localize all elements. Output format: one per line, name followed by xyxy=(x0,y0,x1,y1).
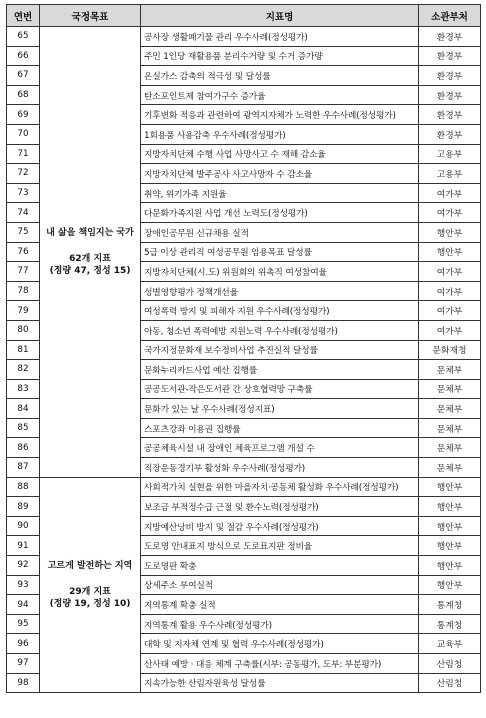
row-number: 92 xyxy=(7,556,40,576)
indicator-name: 기후변화 적응과 관련하여 광역지자체가 노력한 우수사례(정성평가) xyxy=(141,105,419,125)
indicator-name: 여성폭력 방지 및 피해자 지원 우수사례(정성평가) xyxy=(141,301,419,321)
goal-count: 62개 지표 xyxy=(69,253,111,264)
ministry-name: 고용부 xyxy=(419,164,481,184)
ministry-name: 문체부 xyxy=(419,418,481,438)
row-number: 76 xyxy=(7,242,40,262)
row-number: 94 xyxy=(7,595,40,615)
ministry-name: 행안부 xyxy=(419,575,481,595)
ministry-name: 환경부 xyxy=(419,27,481,47)
indicator-name: 문화가 있는 날 우수사례(정성지표) xyxy=(141,399,419,419)
ministry-name: 행안부 xyxy=(419,556,481,576)
indicator-name: 5급 이상 관리직 여성공무원 임용목표 달성률 xyxy=(141,242,419,262)
row-number: 93 xyxy=(7,575,40,595)
row-number: 88 xyxy=(7,477,40,497)
ministry-name: 행안부 xyxy=(419,222,481,242)
row-number: 87 xyxy=(7,458,40,478)
ministry-name: 여가부 xyxy=(419,203,481,223)
header-goal: 국정목표 xyxy=(40,5,141,27)
row-number: 75 xyxy=(7,222,40,242)
row-number: 81 xyxy=(7,340,40,360)
indicator-name: 지방자치단체 수행 사업 사망사고 수 재해 감소율 xyxy=(141,144,419,164)
indicator-name: 보조금 부적정수급 근절 및 환수노력(정성평가) xyxy=(141,497,419,517)
indicator-name: 온실가스 감축의 적극성 및 달성률 xyxy=(141,66,419,86)
row-number: 73 xyxy=(7,183,40,203)
row-number: 79 xyxy=(7,301,40,321)
row-number: 97 xyxy=(7,654,40,674)
row-number: 74 xyxy=(7,203,40,223)
ministry-name: 여가부 xyxy=(419,281,481,301)
ministry-name: 통계청 xyxy=(419,614,481,634)
row-number: 90 xyxy=(7,516,40,536)
indicator-name: 다문화가족지원 사업 개선 노력도(정성평가) xyxy=(141,203,419,223)
ministry-name: 환경부 xyxy=(419,105,481,125)
ministry-name: 문체부 xyxy=(419,399,481,419)
ministry-name: 행안부 xyxy=(419,536,481,556)
indicator-name: 지방예산낭비 방지 및 절감 우수사례(정성평가) xyxy=(141,516,419,536)
table-row xyxy=(7,27,481,47)
goal-title: 고르게 발전하는 지역 xyxy=(47,560,133,571)
row-number: 68 xyxy=(7,85,40,105)
row-number: 78 xyxy=(7,281,40,301)
ministry-name: 문체부 xyxy=(419,379,481,399)
indicator-table-container xyxy=(6,4,480,693)
row-number: 91 xyxy=(7,536,40,556)
indicator-name: 성별영향평가 정책개선율 xyxy=(141,281,419,301)
indicator-name: 지역통계 확충 실적 xyxy=(141,595,419,615)
row-number: 83 xyxy=(7,379,40,399)
indicator-name: 공공도서관-작은도서관 간 상호협력망 구축률 xyxy=(141,379,419,399)
header-row xyxy=(7,5,481,27)
indicator-name: 사회적가치 실현을 위한 마을자치·공동체 활성화 우수사례(정성평가) xyxy=(141,477,419,497)
indicator-name: 공사장 생활폐기물 관리 우수사례(정성평가) xyxy=(141,27,419,47)
indicator-name: 지역통계 활용 우수사례(정성평가) xyxy=(141,614,419,634)
header-ministry: 소관부처 xyxy=(419,5,481,27)
row-number: 77 xyxy=(7,262,40,282)
header-no: 연번 xyxy=(7,5,40,27)
indicator-name: 탄소포인트제 참여가구수 증가율 xyxy=(141,85,419,105)
indicator-name: 스포츠강좌 이용권 집행률 xyxy=(141,418,419,438)
ministry-name: 고용부 xyxy=(419,144,481,164)
ministry-name: 환경부 xyxy=(419,66,481,86)
indicator-name: 지속가능한 산림자원육성 달성률 xyxy=(141,673,419,693)
indicator-name: 국가지정문화재 보수정비사업 추진실적 달성률 xyxy=(141,340,419,360)
ministry-name: 행안부 xyxy=(419,242,481,262)
ministry-name: 여가부 xyxy=(419,262,481,282)
ministry-name: 문체부 xyxy=(419,360,481,380)
ministry-name: 문화재청 xyxy=(419,340,481,360)
ministry-name: 통계청 xyxy=(419,595,481,615)
ministry-name: 환경부 xyxy=(419,85,481,105)
row-number: 67 xyxy=(7,66,40,86)
goal-breakdown: (정량 19, 정성 10) xyxy=(49,598,131,609)
goal-breakdown: (정량 47, 정성 15) xyxy=(49,265,131,276)
ministry-name: 문체부 xyxy=(419,438,481,458)
ministry-name: 여가부 xyxy=(419,320,481,340)
row-number: 84 xyxy=(7,399,40,419)
row-number: 72 xyxy=(7,164,40,184)
indicator-table xyxy=(6,4,481,693)
ministry-name: 산림청 xyxy=(419,654,481,674)
row-number: 65 xyxy=(7,27,40,47)
row-number: 89 xyxy=(7,497,40,517)
ministry-name: 문체부 xyxy=(419,458,481,478)
indicator-name: 직장운동경기부 활성화 우수사례(정성평가) xyxy=(141,458,419,478)
row-number: 95 xyxy=(7,614,40,634)
ministry-name: 행안부 xyxy=(419,477,481,497)
ministry-name: 행안부 xyxy=(419,497,481,517)
row-number: 71 xyxy=(7,144,40,164)
table-body xyxy=(7,27,481,693)
indicator-name: 아동, 청소년 폭력예방 지원노력 우수사례(정성평가) xyxy=(141,320,419,340)
ministry-name: 환경부 xyxy=(419,46,481,66)
indicator-name: 지방자치단체 발주공사 사고사망자 수 감소율 xyxy=(141,164,419,184)
indicator-name: 공공체육시설 내 장애인 체육프로그램 개설 수 xyxy=(141,438,419,458)
row-number: 70 xyxy=(7,124,40,144)
indicator-name: 취약, 위기가족 지원율 xyxy=(141,183,419,203)
goal-cell xyxy=(40,27,141,478)
indicator-name: 대학 및 지자체 연계 및 협력 우수사례(정성평가) xyxy=(141,634,419,654)
goal-count: 29개 지표 xyxy=(69,586,111,597)
indicator-name: 산사태 예방 · 대응 체계 구축률(시부: 공동평가, 도부: 부분평가) xyxy=(141,654,419,674)
ministry-name: 교육부 xyxy=(419,634,481,654)
indicator-name: 도로명 안내표지 방식으로 도로표지판 정비율 xyxy=(141,536,419,556)
indicator-name: 주민 1인당 재활용품 분리수거량 및 수거 증가량 xyxy=(141,46,419,66)
ministry-name: 여가부 xyxy=(419,301,481,321)
row-number: 69 xyxy=(7,105,40,125)
ministry-name: 행안부 xyxy=(419,516,481,536)
indicator-name: 장애인공무원 신규채용 실적 xyxy=(141,222,419,242)
row-number: 80 xyxy=(7,320,40,340)
table-row xyxy=(7,477,481,497)
row-number: 86 xyxy=(7,438,40,458)
row-number: 98 xyxy=(7,673,40,693)
ministry-name: 여가부 xyxy=(419,183,481,203)
indicator-name: 상세주소 부여실적 xyxy=(141,575,419,595)
header-indicator: 지표명 xyxy=(141,5,419,27)
goal-cell xyxy=(40,477,141,693)
indicator-name: 문화누리카드사업 예산 집행률 xyxy=(141,360,419,380)
goal-title: 내 삶을 책임지는 국가 xyxy=(46,227,134,238)
ministry-name: 환경부 xyxy=(419,124,481,144)
row-number: 82 xyxy=(7,360,40,380)
ministry-name: 산림청 xyxy=(419,673,481,693)
row-number: 66 xyxy=(7,46,40,66)
indicator-name: 1회용품 사용감축 우수사례(정성평가) xyxy=(141,124,419,144)
indicator-name: 지방자치단체(시.도) 위원회의 위촉직 여성참여율 xyxy=(141,262,419,282)
row-number: 85 xyxy=(7,418,40,438)
row-number: 96 xyxy=(7,634,40,654)
indicator-name: 도로명판 확충 xyxy=(141,556,419,576)
